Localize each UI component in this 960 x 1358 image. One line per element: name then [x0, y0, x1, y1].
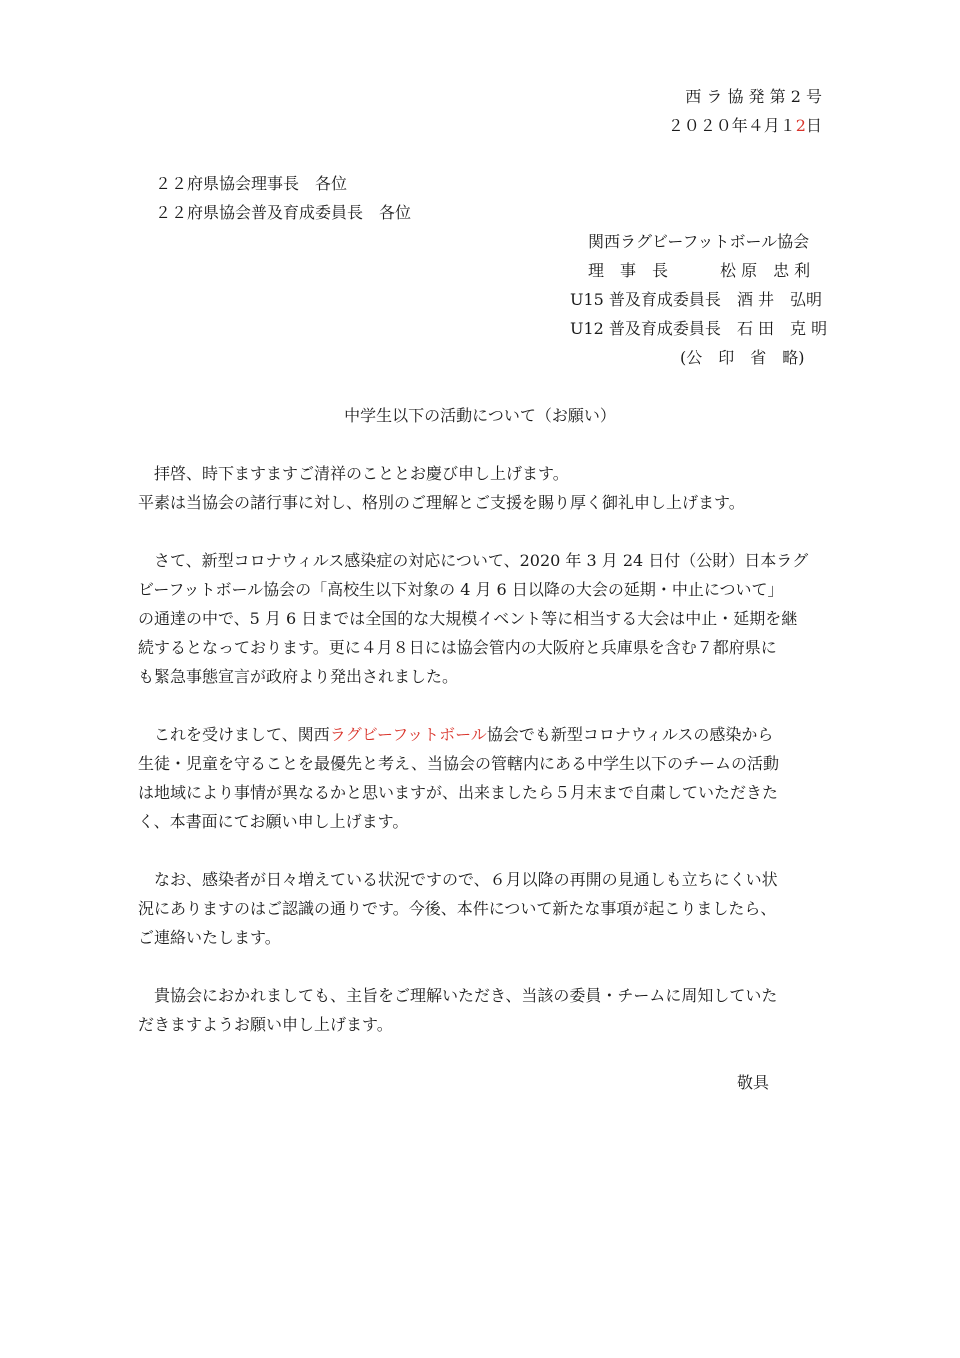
seal-omitted-note: (公 印 省 略)	[680, 348, 805, 367]
paragraph-2-line-5: も緊急事態宣言が政府より発出されました。	[138, 667, 459, 686]
greeting-line-2: 平素は当協会の諸行事に対し、格別のご理解とご支援を賜り厚く御礼申し上げます。	[138, 493, 745, 512]
paragraph-4-line-2: 況にありますのはご認識の通りです。今後、本件について新たな事項が起こりましたら、	[138, 899, 777, 918]
paragraph-2-line-3: の通達の中で、5 月 6 日までは全国的な大規模イベント等に相当する大会は中止・延期を継	[138, 609, 798, 628]
sender-organization: 関西ラグビーフットボール協会	[588, 232, 810, 251]
paragraph-3-line-1	[138, 724, 773, 746]
p3-post: 協会でも新型コロナウィルスの感染から	[486, 725, 774, 744]
paragraph-2-line-2: ビーフットボール協会の「高校生以下対象の 4 月 6 日以降の大会の延期・中止について」	[138, 580, 784, 599]
paragraph-4-line-1: なお、感染者が日々増えている状況ですので、６月以降の再開の見通しも立ちにくい状	[138, 870, 778, 889]
chair-title: 理 事 長	[588, 261, 669, 280]
closing-salutation: 敬具	[737, 1073, 770, 1092]
greeting-line-1: 拝啓、時下ますますご清祥のこととお慶び申し上げます。	[138, 464, 569, 483]
u15-name: 酒 井 弘明	[736, 290, 823, 309]
u12-title: U12 普及育成委員長	[570, 319, 721, 338]
paragraph-2-line-1: さて、新型コロナウィルス感染症の対応について、2020 年 3 月 24 日付（公財）日本ラグ	[138, 551, 809, 570]
date-prefix: ２０２０年４月１	[667, 116, 796, 135]
date-suffix: 日	[805, 116, 822, 135]
sender-chair	[588, 260, 810, 282]
sender-u12-chair	[570, 318, 827, 340]
paragraph-3-line-2: 生徒・児童を守ることを最優先と考え、当協会の管轄内にある中学生以下のチームの活動	[138, 754, 779, 773]
paragraph-2-line-4: 続するとなっております。更に４月８日には協会管内の大阪府と兵庫県を含む７都府県に	[138, 638, 777, 657]
paragraph-3-line-4: く、本書面にてお願い申し上げます。	[138, 812, 409, 831]
chair-name: 松 原 忠 利	[720, 261, 811, 280]
recipient-chairs: ２２府県協会理事長 各位	[155, 174, 348, 193]
paragraph-5-line-1: 貴協会におかれましても、主旨をご理解いただき、当該の委員・チームに周知していた	[138, 986, 778, 1005]
p3-highlight: ラグビーフットボール	[329, 725, 487, 744]
document-date	[668, 115, 822, 137]
recipient-committee-chairs: ２２府県協会普及育成委員長 各位	[155, 203, 412, 222]
u12-name: 石 田 克 明	[736, 319, 828, 338]
document-number: 西 ラ 協 発 第 2 号	[685, 87, 822, 106]
p3-pre: これを受けまして、関西	[138, 725, 330, 744]
document-title: 中学生以下の活動について（お願い）	[344, 406, 616, 425]
u15-title: U15 普及育成委員長	[570, 290, 721, 309]
paragraph-3-line-3: は地域により事情が異なるかと思いますが、出来ましたら５月末まで自粛していただきた	[138, 783, 779, 802]
date-highlight: 2	[795, 116, 806, 135]
paragraph-5-line-2: だきますようお願い申し上げます。	[138, 1015, 393, 1034]
paragraph-4-line-3: ご連絡いたします。	[138, 928, 281, 947]
sender-u15-chair	[570, 289, 822, 311]
